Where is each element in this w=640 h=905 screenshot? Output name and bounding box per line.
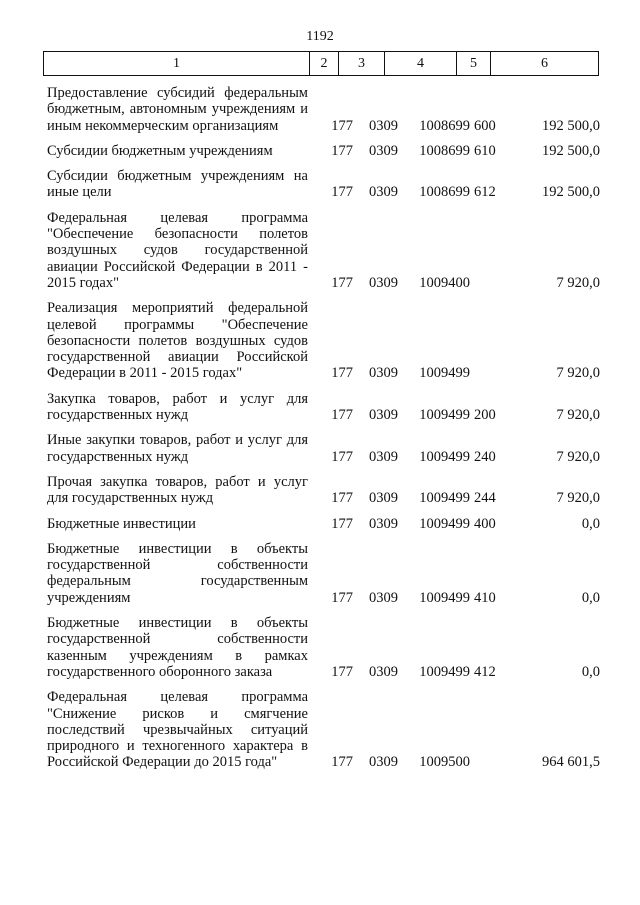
amount: 7 920,0 <box>556 407 600 424</box>
expense-type-code: 600 <box>474 117 496 134</box>
table-row <box>47 474 600 507</box>
amount: 7 920,0 <box>556 365 600 382</box>
expense-type-code: 400 <box>474 515 496 532</box>
row-description: Федеральная целевая программа "Снижение рисков и смягчение последствий чрезвычайных ситуаций природного и техногенного характера в Российской Федерации до 2015 года" <box>47 689 308 771</box>
row-description: Иные закупки товаров, работ и услуг для государственных нужд <box>47 432 308 465</box>
section-code: 0309 <box>369 274 398 291</box>
expense-type-code: 610 <box>474 142 496 159</box>
header-col-4: 4 <box>385 52 457 76</box>
ministry-code: 177 <box>331 117 353 134</box>
row-description: Бюджетные инвестиции <box>47 515 196 532</box>
expense-type-code: 410 <box>474 589 496 606</box>
expense-type-code: 200 <box>474 407 496 424</box>
section-code: 0309 <box>369 365 398 382</box>
target-article-code: 1009499 <box>419 589 470 606</box>
table-row <box>47 689 600 770</box>
ministry-code: 177 <box>331 407 353 424</box>
target-article-code: 1009499 <box>419 490 470 507</box>
target-article-code: 1008699 <box>419 142 470 159</box>
section-code: 0309 <box>369 117 398 134</box>
amount: 0,0 <box>581 663 600 680</box>
ministry-code: 177 <box>331 448 353 465</box>
ministry-code: 177 <box>331 274 353 291</box>
table-row <box>47 391 600 424</box>
ministry-code: 177 <box>331 184 353 201</box>
ministry-code: 177 <box>331 515 353 532</box>
row-description: Бюджетные инвестиции в объекты государственной собственности федеральным государственным учреждениям <box>47 540 308 606</box>
section-code: 0309 <box>369 184 398 201</box>
amount: 0,0 <box>581 515 600 532</box>
target-article-code: 1008699 <box>419 184 470 201</box>
table-row <box>47 516 600 532</box>
row-description: Субсидии бюджетным учреждениям <box>47 142 273 159</box>
header-col-5: 5 <box>457 52 491 76</box>
amount: 7 920,0 <box>556 490 600 507</box>
amount: 0,0 <box>581 589 600 606</box>
row-description: Федеральная целевая программа "Обеспечение безопасности полетов воздушных судов государственной авиации Российской Федерации в 2011 - 2015 годах" <box>47 209 308 291</box>
section-code: 0309 <box>369 142 398 159</box>
target-article-code: 1009499 <box>419 663 470 680</box>
section-code: 0309 <box>369 663 398 680</box>
ministry-code: 177 <box>331 142 353 159</box>
header-col-2: 2 <box>310 52 339 76</box>
section-code: 0309 <box>369 448 398 465</box>
target-article-code: 1008699 <box>419 117 470 134</box>
amount: 7 920,0 <box>556 274 600 291</box>
column-header-row <box>44 52 599 76</box>
target-article-code: 1009500 <box>419 754 470 771</box>
table-row <box>47 168 600 201</box>
target-article-code: 1009499 <box>419 515 470 532</box>
row-description: Субсидии бюджетным учреждениям на иные цели <box>47 168 308 201</box>
ministry-code: 177 <box>331 754 353 771</box>
row-description: Закупка товаров, работ и услуг для государственных нужд <box>47 390 308 424</box>
section-code: 0309 <box>369 589 398 606</box>
ministry-code: 177 <box>331 365 353 382</box>
target-article-code: 1009499 <box>419 448 470 465</box>
section-code: 0309 <box>369 754 398 771</box>
section-code: 0309 <box>369 490 398 507</box>
header-col-3: 3 <box>339 52 385 76</box>
expense-type-code: 244 <box>474 490 496 507</box>
row-description: Прочая закупка товаров, работ и услуг для государственных нужд <box>47 473 308 507</box>
table-row <box>47 300 600 381</box>
target-article-code: 1009400 <box>419 274 470 291</box>
amount: 7 920,0 <box>556 448 600 465</box>
page-number: 1192 <box>306 29 334 44</box>
ministry-code: 177 <box>331 490 353 507</box>
amount: 964 601,5 <box>542 754 600 771</box>
amount: 192 500,0 <box>542 142 600 159</box>
expense-type-code: 412 <box>474 663 496 680</box>
header-col-6: 6 <box>491 52 599 76</box>
ministry-code: 177 <box>331 663 353 680</box>
table-row <box>47 432 600 465</box>
row-description: Бюджетные инвестиции в объекты государственной собственности казенным учреждениям в рамках государственного оборонного заказа <box>47 615 308 680</box>
row-description: Реализация мероприятий федеральной целевой программы "Обеспечение безопасности полетов воздушных судов государственной авиации Российской Федерации в 2011 - 2015 годах" <box>47 300 308 382</box>
target-article-code: 1009499 <box>419 365 470 382</box>
amount: 192 500,0 <box>542 117 600 134</box>
budget-rows <box>47 85 600 780</box>
table-row <box>47 85 600 134</box>
table-row <box>47 210 600 291</box>
table-row <box>47 615 600 680</box>
amount: 192 500,0 <box>542 184 600 201</box>
expense-type-code: 240 <box>474 448 496 465</box>
header-col-1: 1 <box>44 52 310 76</box>
target-article-code: 1009499 <box>419 407 470 424</box>
section-code: 0309 <box>369 407 398 424</box>
ministry-code: 177 <box>331 589 353 606</box>
expense-type-code: 612 <box>474 184 496 201</box>
column-header-table <box>43 51 599 76</box>
section-code: 0309 <box>369 515 398 532</box>
table-row <box>47 143 600 159</box>
row-description: Предоставление субсидий федеральным бюджетным, автономным учреждениям и иным некоммерческим организациям <box>47 85 308 134</box>
table-row <box>47 541 600 606</box>
